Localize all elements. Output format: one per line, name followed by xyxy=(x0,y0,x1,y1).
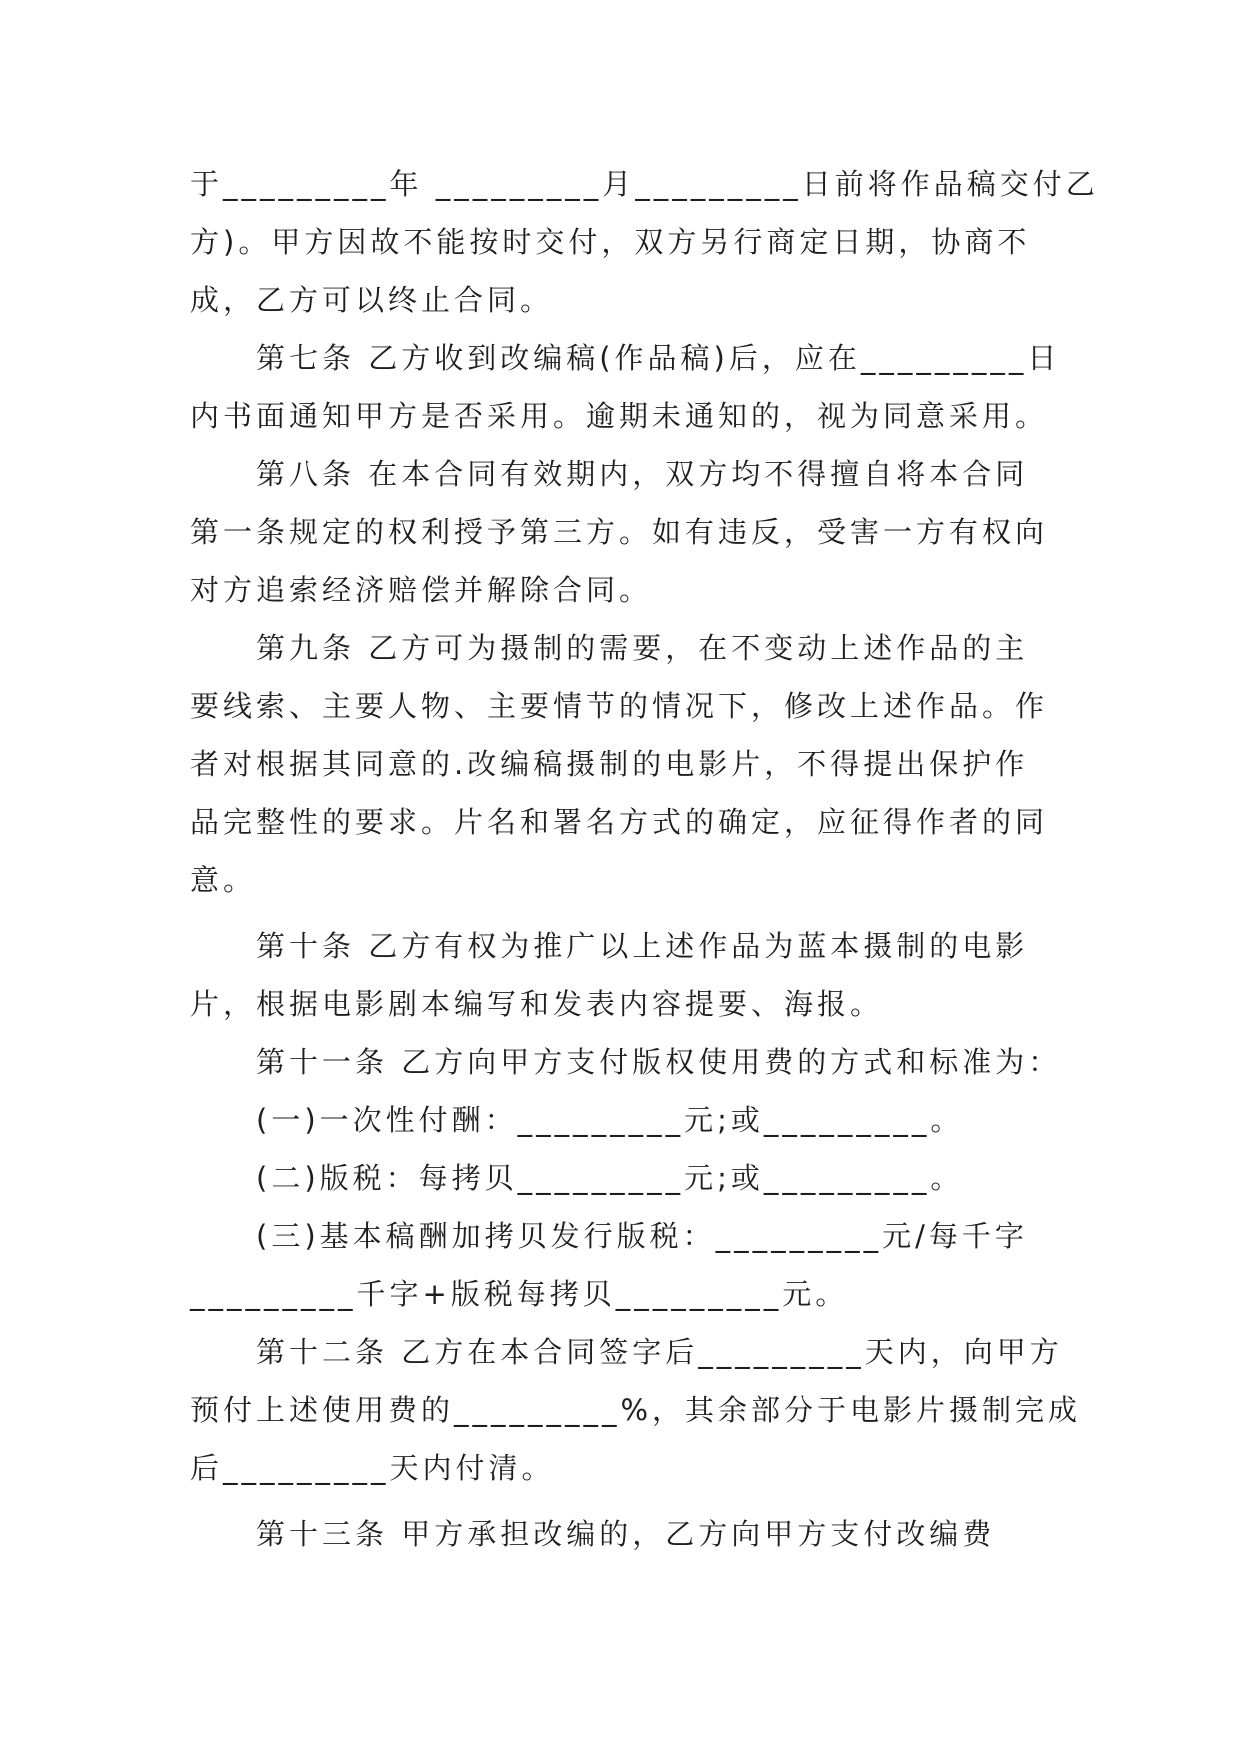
payment-option-2: (二)版税：每拷贝_________元;或_________。 xyxy=(256,1161,964,1195)
text-line: 方)。甲方因故不能按时交付，双方另行商定日期，协商不 xyxy=(190,225,1031,259)
text-line: 品完整性的要求。片名和署名方式的确定，应征得作者的同 xyxy=(190,805,1049,839)
text-line: 预付上述使用费的_________%，其余部分于电影片摄制完成 xyxy=(190,1393,1082,1427)
text-line: 片，根据电影剧本编写和发表内容提要、海报。 xyxy=(190,987,884,1021)
text-line: 第一条规定的权利授予第三方。如有违反，受害一方有权向 xyxy=(190,515,1049,549)
article-8-start: 第八条 在本合同有效期内，双方均不得擅自将本合同 xyxy=(256,457,1029,491)
payment-option-1: (一)一次性付酬：_________元;或_________。 xyxy=(256,1103,964,1137)
article-13-start: 第十三条 甲方承担改编的，乙方向甲方支付改编费 xyxy=(256,1517,996,1551)
article-7-start: 第七条 乙方收到改编稿(作品稿)后，应在_________日 xyxy=(256,341,1061,375)
payment-option-3: (三)基本稿酬加拷贝发行版税：_________元/每千字 xyxy=(256,1219,1028,1253)
text-line: _________千字+版税每拷贝_________元。 xyxy=(190,1277,849,1311)
text-line: 后_________天内付清。 xyxy=(190,1451,555,1485)
article-11-start: 第十一条 乙方向甲方支付版权使用费的方式和标准为： xyxy=(256,1045,1062,1079)
text-line: 于_________年 _________月_________日前将作品稿交付乙 xyxy=(190,167,1099,201)
text-line: 成，乙方可以终止合同。 xyxy=(190,283,554,317)
article-10-start: 第十条 乙方有权为推广以上述作品为蓝本摄制的电影 xyxy=(256,929,1029,963)
text-line: 者对根据其同意的.改编稿摄制的电影片，不得提出保护作 xyxy=(190,747,1029,781)
text-line: 要线索、主要人物、主要情节的情况下，修改上述作品。作 xyxy=(190,689,1049,723)
text-line: 意。 xyxy=(190,863,257,897)
text-line: 内书面通知甲方是否采用。逾期未通知的，视为同意采用。 xyxy=(190,399,1049,433)
text-line: 对方追索经济赔偿并解除合同。 xyxy=(190,573,653,607)
article-9-start: 第九条 乙方可为摄制的需要，在不变动上述作品的主 xyxy=(256,631,1029,665)
article-12-start: 第十二条 乙方在本合同签字后_________天内，向甲方 xyxy=(256,1335,1063,1369)
